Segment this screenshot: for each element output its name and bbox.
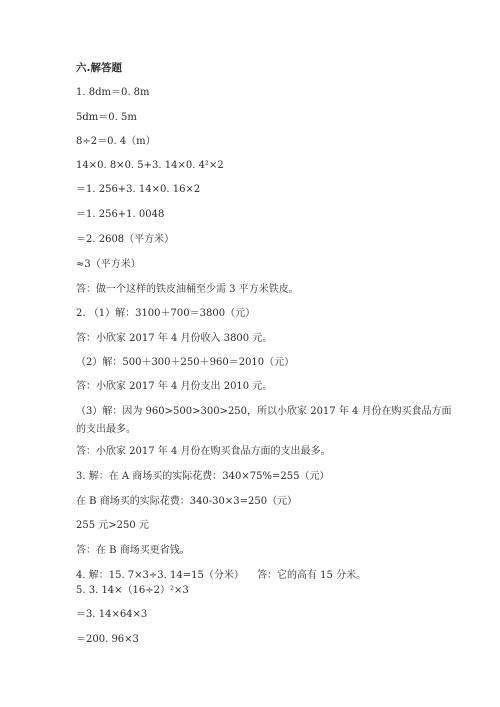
answer-line: 答：做一个这样的铁皮油桶至少需 3 平方米铁皮。 — [76, 284, 299, 295]
answer-line: 5. 3. 14×（16÷2）²×3 — [76, 585, 189, 596]
answer-line: 14×0. 8×0. 5+3. 14×0. 4²×2 — [76, 160, 224, 171]
answer-line: 答：在 B 商场买更省钱。 — [76, 545, 190, 556]
answer-line: ≈3（平方米） — [76, 259, 141, 270]
answer-line: ＝1. 256+1. 0048 — [76, 209, 165, 220]
answer-line: 4. 解：15. 7×3÷3. 14=15（分米） — [76, 570, 244, 581]
answer-line: 8÷2＝0. 4（m） — [76, 136, 156, 147]
answer-line: ＝200. 96×3 — [76, 634, 139, 645]
answer-line: 1. 8dm＝0. 8m — [76, 87, 150, 98]
answer-line: 答：它的高有 15 分米。 — [257, 570, 367, 581]
answer-line: 5dm＝0. 5m — [76, 112, 137, 123]
answer-line: ＝2. 2608（平方米） — [76, 234, 175, 245]
section-title: 六.解答题 — [76, 62, 122, 74]
answer-line: 答：小欣家 2017 年 4 月份收入 3800 元。 — [76, 333, 273, 344]
answer-line: ＝3. 14×64×3 — [76, 609, 148, 620]
answer-line: 答：小欣家 2017 年 4 月份在购买食品方面的支出最多。 — [76, 446, 331, 457]
answer-line: （3）解：因为 960>500>300>250，所以小欣家 2017 年 4 月份在购买食品方面 — [76, 406, 452, 417]
answer-line: 255 元>250 元 — [76, 520, 149, 531]
answer-line: 3. 解：在 A 商场买的实际花费：340×75%=255（元） — [76, 471, 330, 482]
answer-line: 的支出最多。 — [76, 424, 136, 435]
answer-line: 2. （1）解：3100＋700＝3800（元） — [76, 308, 256, 319]
answer-line: （2）解：500＋300＋250＋960＝2010（元） — [76, 357, 295, 368]
answer-line: 在 B 商场买的实际花费：340-30×3=250（元） — [76, 496, 298, 507]
answer-line: ＝1. 256+3. 14×0. 16×2 — [76, 184, 201, 195]
answer-line: 答：小欣家 2017 年 4 月份支出 2010 元。 — [76, 381, 273, 392]
